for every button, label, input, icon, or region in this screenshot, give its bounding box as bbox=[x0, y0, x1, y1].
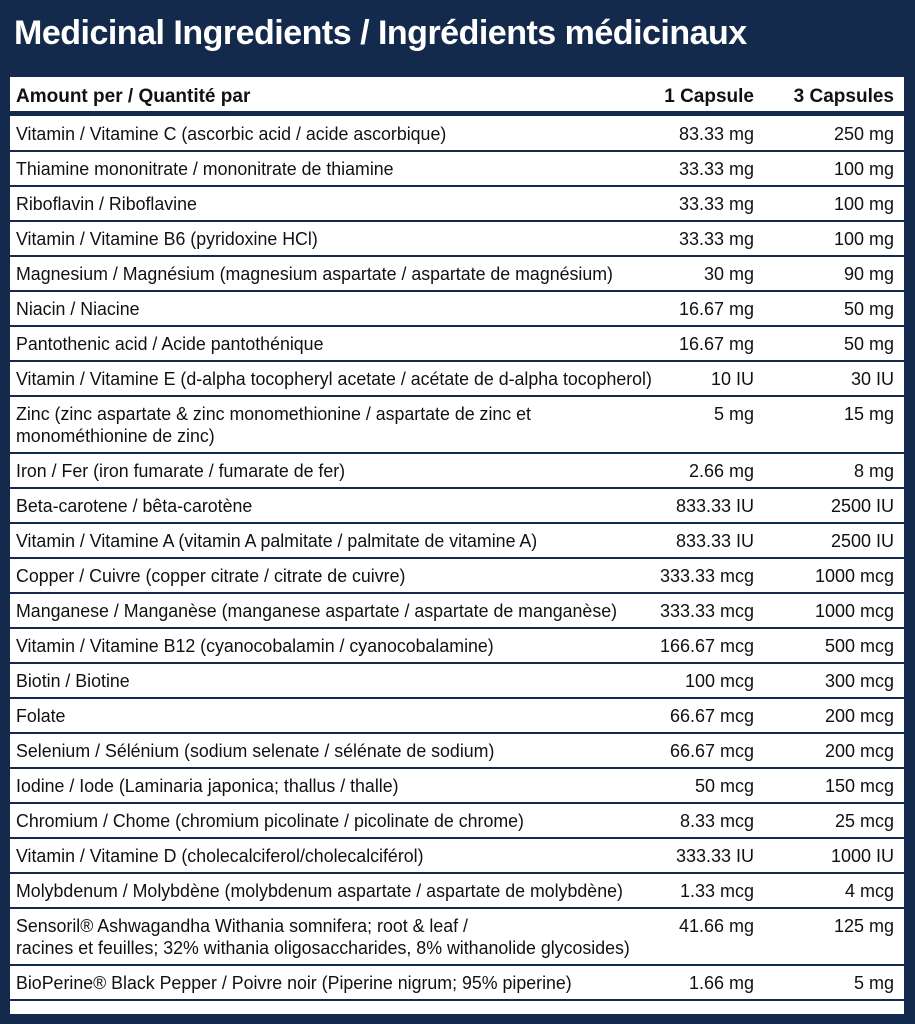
ingredient-name: Vitamin / Vitamine A (vitamin A palmitate / palmitate de vitamine A) bbox=[16, 531, 538, 551]
table-row bbox=[10, 559, 904, 594]
ingredient-name: Chromium / Chome (chromium picolinate / picolinate de chrome) bbox=[16, 811, 524, 831]
ingredient-name: Vitamin / Vitamine D (cholecalciferol/cholecalciférol) bbox=[16, 846, 424, 866]
amount-1-capsule: 41.66 mg bbox=[678, 916, 754, 936]
amount-1-capsule: 1.66 mg bbox=[688, 973, 754, 993]
amount-1-capsule: 2.66 mg bbox=[688, 461, 754, 481]
table-row bbox=[10, 804, 904, 839]
table-row bbox=[10, 524, 904, 559]
amount-3-capsules: 1000 IU bbox=[830, 846, 894, 866]
amount-3-capsules: 125 mg bbox=[833, 916, 894, 936]
table-row bbox=[10, 664, 904, 699]
table-row bbox=[10, 397, 904, 454]
amount-1-capsule: 333.33 mcg bbox=[659, 566, 754, 586]
ingredients-table bbox=[10, 77, 904, 1014]
amount-3-capsules: 5 mg bbox=[853, 973, 894, 993]
panel-title: Medicinal Ingredients / Ingrédients médicinaux bbox=[14, 14, 747, 52]
table-row bbox=[10, 117, 904, 152]
amount-3-capsules: 2500 IU bbox=[830, 496, 894, 516]
amount-3-capsules: 50 mg bbox=[843, 299, 894, 319]
column-header-1-capsule: 1 Capsule bbox=[664, 86, 754, 107]
ingredient-rows bbox=[10, 117, 904, 1001]
ingredient-name-line-1: Zinc (zinc aspartate & zinc monomethionine / aspartate de zinc et bbox=[16, 404, 531, 424]
ingredient-name: Iron / Fer (iron fumarate / fumarate de fer) bbox=[16, 461, 346, 481]
amount-3-capsules: 2500 IU bbox=[830, 531, 894, 551]
amount-3-capsules: 200 mcg bbox=[824, 741, 894, 761]
amount-1-capsule: 100 mcg bbox=[684, 671, 754, 691]
amount-1-capsule: 83.33 mg bbox=[678, 124, 754, 144]
amount-1-capsule: 16.67 mg bbox=[678, 334, 754, 354]
ingredient-name bbox=[16, 915, 668, 959]
table-row bbox=[10, 187, 904, 222]
table-row bbox=[10, 629, 904, 664]
ingredient-name: BioPerine® Black Pepper / Poivre noir (Piperine nigrum; 95% piperine) bbox=[16, 973, 572, 993]
ingredient-name: Iodine / Iode (Laminaria japonica; thallus / thalle) bbox=[16, 776, 399, 796]
ingredient-name: Molybdenum / Molybdène (molybdenum aspartate / aspartate de molybdène) bbox=[16, 881, 623, 901]
table-row bbox=[10, 874, 904, 909]
amount-1-capsule: 66.67 mcg bbox=[669, 706, 754, 726]
amount-1-capsule: 333.33 IU bbox=[675, 846, 754, 866]
table-row bbox=[10, 489, 904, 524]
table-row bbox=[10, 839, 904, 874]
amount-1-capsule: 16.67 mg bbox=[678, 299, 754, 319]
amount-3-capsules: 250 mg bbox=[833, 124, 894, 144]
amount-1-capsule: 333.33 mcg bbox=[659, 601, 754, 621]
amount-1-capsule: 5 mg bbox=[713, 404, 754, 424]
ingredient-name: Beta-carotene / bêta-carotène bbox=[16, 496, 253, 516]
amount-3-capsules: 25 mcg bbox=[834, 811, 894, 831]
ingredient-name bbox=[16, 403, 668, 447]
amount-3-capsules: 1000 mcg bbox=[814, 601, 894, 621]
amount-1-capsule: 833.33 IU bbox=[675, 496, 754, 516]
amount-3-capsules: 4 mcg bbox=[844, 881, 894, 901]
table-row bbox=[10, 699, 904, 734]
amount-1-capsule: 66.67 mcg bbox=[669, 741, 754, 761]
amount-3-capsules: 100 mg bbox=[833, 159, 894, 179]
ingredient-name: Folate bbox=[16, 706, 66, 726]
table-row bbox=[10, 909, 904, 966]
table-header bbox=[10, 77, 904, 116]
ingredient-name: Manganese / Manganèse (manganese aspartate / aspartate de manganèse) bbox=[16, 601, 618, 621]
table-row bbox=[10, 257, 904, 292]
ingredient-name: Biotin / Biotine bbox=[16, 671, 130, 691]
ingredient-name: Vitamin / Vitamine B6 (pyridoxine HCl) bbox=[16, 229, 318, 249]
amount-3-capsules: 300 mcg bbox=[824, 671, 894, 691]
table-row bbox=[10, 594, 904, 629]
amount-1-capsule: 33.33 mg bbox=[678, 194, 754, 214]
amount-3-capsules: 50 mg bbox=[843, 334, 894, 354]
amount-3-capsules: 100 mg bbox=[833, 194, 894, 214]
amount-1-capsule: 833.33 IU bbox=[675, 531, 754, 551]
amount-3-capsules: 150 mcg bbox=[824, 776, 894, 796]
ingredient-name-line-2: monométhionine de zinc) bbox=[16, 426, 215, 446]
ingredient-name: Riboflavin / Riboflavine bbox=[16, 194, 197, 214]
amount-1-capsule: 50 mcg bbox=[694, 776, 754, 796]
table-row bbox=[10, 152, 904, 187]
table-row bbox=[10, 327, 904, 362]
ingredient-name: Niacin / Niacine bbox=[16, 299, 140, 319]
amount-1-capsule: 8.33 mcg bbox=[679, 811, 754, 831]
amount-1-capsule: 33.33 mg bbox=[678, 159, 754, 179]
amount-3-capsules: 100 mg bbox=[833, 229, 894, 249]
amount-1-capsule: 33.33 mg bbox=[678, 229, 754, 249]
amount-3-capsules: 30 IU bbox=[850, 369, 894, 389]
amount-3-capsules: 1000 mcg bbox=[814, 566, 894, 586]
ingredient-name: Vitamin / Vitamine C (ascorbic acid / acide ascorbique) bbox=[16, 124, 447, 144]
ingredient-name-line-1: Sensoril® Ashwagandha Withania somnifera; root & leaf / bbox=[16, 916, 468, 936]
amount-1-capsule: 10 IU bbox=[710, 369, 754, 389]
table-row bbox=[10, 292, 904, 327]
amount-3-capsules: 500 mcg bbox=[824, 636, 894, 656]
amount-3-capsules: 15 mg bbox=[843, 404, 894, 424]
amount-3-capsules: 8 mg bbox=[853, 461, 894, 481]
table-row bbox=[10, 222, 904, 257]
ingredient-name: Vitamin / Vitamine E (d-alpha tocopheryl acetate / acétate de d-alpha tocopherol) bbox=[16, 369, 652, 389]
amount-per-label: Amount per / Quantité par bbox=[16, 86, 251, 107]
amount-1-capsule: 30 mg bbox=[703, 264, 754, 284]
table-row bbox=[10, 362, 904, 397]
column-header-3-capsules: 3 Capsules bbox=[793, 86, 894, 107]
amount-1-capsule: 1.33 mcg bbox=[679, 881, 754, 901]
ingredient-name: Pantothenic acid / Acide pantothénique bbox=[16, 334, 324, 354]
ingredient-name-line-2: racines et feuilles; 32% withania oligosaccharides, 8% withanolide glycosides) bbox=[16, 938, 630, 958]
table-row bbox=[10, 769, 904, 804]
ingredient-name: Magnesium / Magnésium (magnesium aspartate / aspartate de magnésium) bbox=[16, 264, 613, 284]
table-row bbox=[10, 966, 904, 1001]
ingredient-name: Copper / Cuivre (copper citrate / citrate de cuivre) bbox=[16, 566, 406, 586]
amount-1-capsule: 166.67 mcg bbox=[659, 636, 754, 656]
ingredient-name: Selenium / Sélénium (sodium selenate / sélénate de sodium) bbox=[16, 741, 495, 761]
ingredient-name: Thiamine mononitrate / mononitrate de thiamine bbox=[16, 159, 394, 179]
table-row bbox=[10, 454, 904, 489]
ingredient-name: Vitamin / Vitamine B12 (cyanocobalamin / cyanocobalamine) bbox=[16, 636, 494, 656]
amount-3-capsules: 90 mg bbox=[843, 264, 894, 284]
amount-3-capsules: 200 mcg bbox=[824, 706, 894, 726]
table-row bbox=[10, 734, 904, 769]
